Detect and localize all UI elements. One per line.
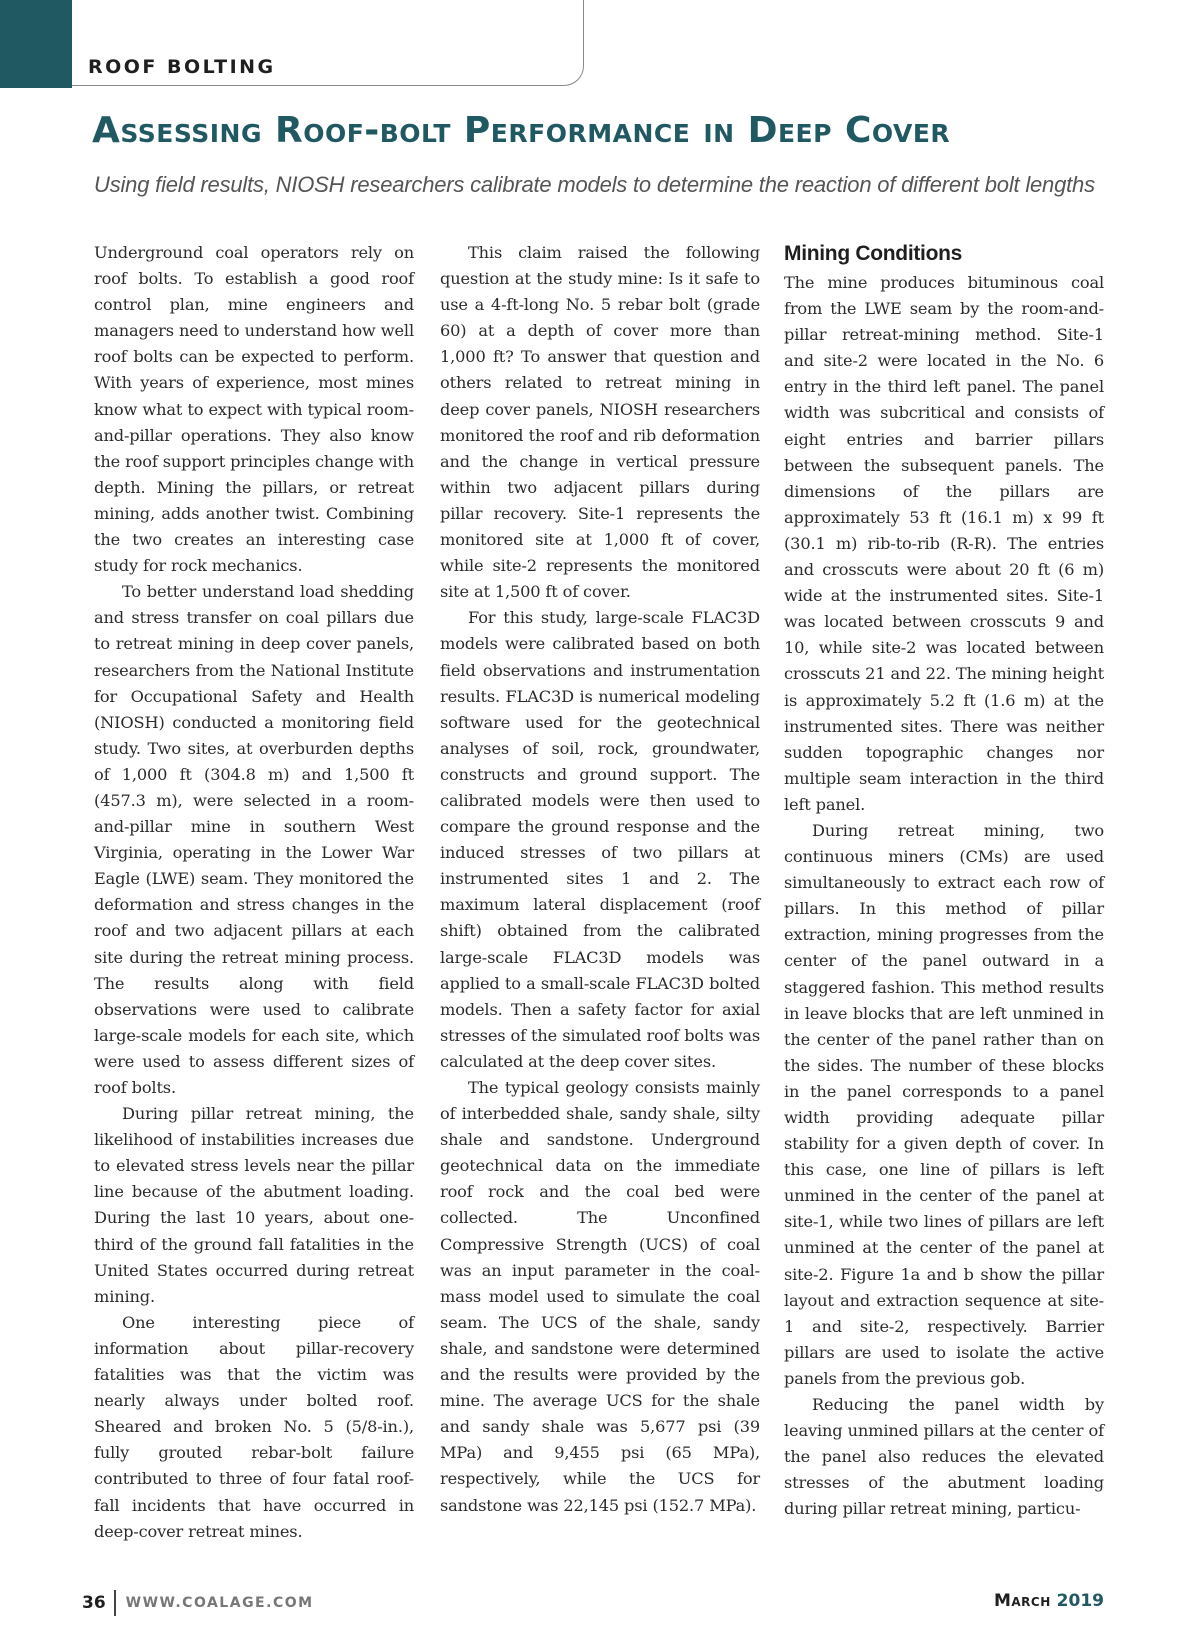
page-number: 36 [82,1593,106,1613]
column-3 [784,240,1104,1523]
paragraph: During retreat mining, two continuous miners (CMs) are used simultaneously to extract each row of pillars. In this method of pillar extraction, mining progresses from the center of the panel outward in a staggered fashion. This method results in leave blocks that are left unmined in the center of the panel rather than on the sides. The number of these blocks in the panel corresponds to a panel width providing adequate pillar stability for a given depth of cover. In this case, one line of pillars is left unmined in the center of the panel at site-1, while two lines of pillars are left unmined at the center of the panel at site-2. Figure 1a and b show the pillar layout and extraction sequence at site-1 and site-2, respectively. Barrier pillars are used to isolate the active panels from the previous gob. [784,820,1104,1388]
issue-year: 2019 [1056,1591,1104,1611]
paragraph: One interesting piece of information about pillar-recovery fatalities was that the victim was nearly always under bolted roof. Sheared and broken No. 5 (5/8-in.), fully grouted rebar-bolt failure contributed to three of four fatal roof-fall incidents that have occurred in deep-cover retreat mines. [94,1312,414,1541]
section-label: ROOF BOLTING [88,56,276,78]
column-1 [94,240,414,1545]
paragraph: The typical geology consists mainly of interbedded shale, sandy shale, silty shale and sandstone. Underground geotechnical data on the immediate roof rock and the coal bed were collected. The Unconfined Compressive Strength (UCS) of coal was an input parameter in the coal-mass model used to simulate the coal seam. The UCS of the shale, sandy shale, and sandstone were determined and the results were provided by the mine. The average UCS for the shale and sandy shale was 5,677 psi (39 MPa) and 9,455 psi (65 MPa), respectively, while the UCS for sandstone was 22,145 psi (152.7 MPa). [440,1078,760,1515]
paragraph: To better understand load shedding and stress transfer on coal pillars due to retreat mining in deep cover panels, researchers from the National Institute for Occupational Safety and Health (NIOSH) conducted a monitoring field study. Two sites, at overburden depths of 1,000 ft (304.8 m) and 1,500 ft (457.3 m), were selected in a room-and-pillar mine in southern West Virginia, operating in the Lower War Eagle (LWE) seam. They monitored the deformation and stress changes in the roof and two adjacent pillars at each site during the retreat mining process. The results along with field observations were used to calibrate large-scale models for each site, which were used to assess different sizes of roof bolts. [94,582,414,1097]
footer-divider [114,1590,116,1616]
footer-left [82,1590,314,1616]
paragraph: During pillar retreat mining, the likelihood of instabilities increases due to elevated stress levels near the pillar line because of the abutment loading. During the last 10 years, about one-third of the ground fall fatalities in the United States occurred during retreat mining. [94,1104,414,1306]
section-heading: Mining Conditions [784,242,963,265]
article-subtitle: Using field results, NIOSH researchers calibrate models to determine the reaction of different bolt lengths [94,172,1095,197]
paragraph: This claim raised the following question at the study mine: Is it safe to use a 4-ft-long No. 5 rebar bolt (grade 60) at a depth of cover more than 1,000 ft? To answer that question and others related to retreat mining in deep cover panels, NIOSH researchers monitored the roof and rib deformation and the change in vertical pressure within two adjacent pillars during pillar recovery. Site-1 represents the monitored site at 1,000 ft of cover, while site-2 represents the monitored site at 1,500 ft of cover. [440,243,760,602]
column-2 [440,240,760,1519]
website-link[interactable]: WWW.COALAGE.COM [125,1595,314,1611]
corner-color-tab [0,0,72,88]
paragraph: The mine produces bituminous coal from the LWE seam by the room-and-pillar retreat-mining method. Site-1 and site-2 were located in the No. 6 entry in the third left panel. The panel width was subcritical and consists of eight entries and barrier pillars between the subsequent panels. The dimensions of the pillars are approximately 53 ft (16.1 m) x 99 ft (30.1 m) rib-to-rib (R-R). The entries and crosscuts were about 20 ft (6 m) wide at the instrumented sites. Site-1 was located between crosscuts 9 and 10, while site-2 was located between crosscuts 21 and 22. The mining height is approximately 5.2 ft (1.6 m) at the instrumented sites. There was neither sudden topographic changes nor multiple seam interaction in the third left panel. [784,273,1104,814]
paragraph: Underground coal operators rely on roof bolts. To establish a good roof control plan, mine engineers and managers need to understand how well roof bolts can be expected to perform. With years of experience, most mines know what to expect with typical room-and-pillar operations. They also know the roof support principles change with depth. Mining the pillars, or retreat mining, adds another twist. Combining the two creates an interesting case study for rock mechanics. [94,243,414,576]
paragraph: Reducing the panel width by leaving unmined pillars at the center of the panel also reduces the elevated stresses of the abutment loading during pillar retreat mining, particu- [784,1395,1104,1519]
issue-month: March [993,1591,1051,1611]
footer-issue-date [994,1591,1104,1611]
paragraph: For this study, large-scale FLAC3D models were calibrated based on both field observations and instrumentation results. FLAC3D is numerical modeling software used for the geotechnical analyses of soil, rock, groundwater, constructs and ground support. The calibrated models were then used to compare the ground response and the induced stresses of two pillars at instrumented sites 1 and 2. The maximum lateral displacement (roof shift) obtained from the calibrated large-scale FLAC3D models was applied to a small-scale FLAC3D bolted models. Then a safety factor for axial stresses of the simulated roof bolts was calculated at the deep cover sites. [440,608,760,1071]
article-title: Assessing Roof-bolt Performance in Deep Cover [92,110,951,151]
